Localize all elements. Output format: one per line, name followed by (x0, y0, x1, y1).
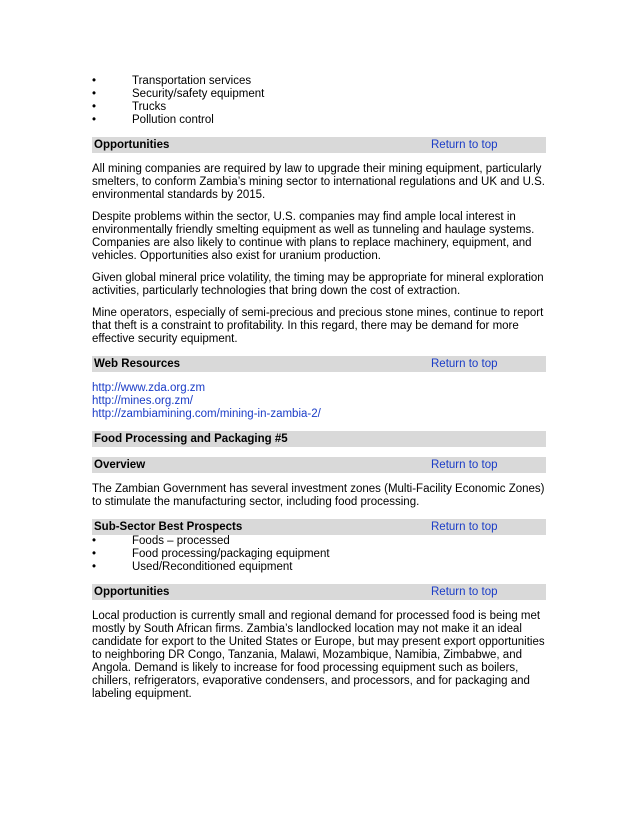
food-prospects-list (92, 535, 546, 574)
list-item: • Used/Reconditioned equipment (92, 561, 293, 573)
return-to-top-link[interactable]: Return to top (431, 459, 498, 471)
web-resources-header (92, 356, 546, 372)
return-to-top-link[interactable]: Return to top (431, 521, 498, 533)
subsector-header (92, 519, 546, 535)
paragraph: Mine operators, especially of semi-precious and precious stone mines, continue to report that theft is a constraint to profitability. In this regard, there may be demand for more effective security equipment. (92, 307, 544, 345)
mining-opportunities-header (92, 137, 546, 153)
bullet: • (92, 561, 97, 573)
section-heading: Overview (94, 459, 146, 471)
mines-link[interactable]: http://mines.org.zm/ (92, 395, 193, 407)
list-item: • Transportation services (92, 75, 252, 87)
section-heading: Web Resources (94, 358, 181, 370)
bullet: • (92, 88, 97, 100)
bullet: • (92, 114, 97, 126)
section-heading: Opportunities (94, 586, 170, 598)
list-item: • Security/safety equipment (92, 88, 265, 100)
bullet: • (92, 101, 97, 113)
return-to-top-link[interactable]: Return to top (431, 139, 498, 151)
section-title: Food Processing and Packaging #5 (94, 433, 288, 445)
list-item: • Food processing/packaging equipment (92, 548, 330, 560)
overview-header (92, 457, 546, 473)
section-heading: Opportunities (94, 139, 170, 151)
list-item: • Pollution control (92, 114, 214, 126)
food-opportunities-header (92, 584, 546, 600)
bullet: • (92, 75, 97, 87)
document-content (92, 75, 546, 701)
return-to-top-link[interactable]: Return to top (431, 358, 498, 370)
web-resources-links (92, 382, 546, 421)
paragraph: The Zambian Government has several investment zones (Multi-Facility Economic Zones) to stimulate the manufacturing sector, including food processing. (92, 483, 545, 508)
food-processing-section-title (92, 431, 546, 447)
section-heading: Sub-Sector Best Prospects (94, 521, 243, 533)
mining-prospects-list (92, 75, 546, 127)
zambiamining-link[interactable]: http://zambiamining.com/mining-in-zambia-2/ (92, 408, 321, 420)
list-item: • Foods – processed (92, 535, 230, 547)
paragraph: Despite problems within the sector, U.S. companies may find ample local interest in environmentally friendly smelting equipment as well as tunneling and haulage systems. Companies are also likely to continue with plans to replace machinery, equipment, and vehicles. Opportunities also exist for uranium production. (92, 211, 535, 262)
zda-link[interactable]: http://www.zda.org.zm (92, 382, 206, 394)
bullet: • (92, 535, 97, 547)
bullet: • (92, 548, 97, 560)
list-item: • Trucks (92, 101, 167, 113)
paragraph: Local production is currently small and regional demand for processed food is being met mostly by South African firms. Zambia’s landlocked location may not make it an ideal candidate for export to the United States or Europe, but may present export opportunities to neighboring DR Congo, Tanzania, Malawi, Mozambique, Namibia, Zimbabwe, and Angola. Demand is likely to increase for food processing equipment such as boilers, chillers, refrigerators, evaporative condensers, and processors, and for packaging and labeling equipment. (92, 610, 545, 700)
paragraph: Given global mineral price volatility, the timing may be appropriate for mineral exploration activities, particularly technologies that bring down the cost of extraction. (92, 272, 544, 297)
paragraph: All mining companies are required by law to upgrade their mining equipment, particularly smelters, to conform Zambia’s mining sector to international regulations and UK and U.S. environmental standards by 2015. (92, 163, 545, 201)
return-to-top-link[interactable]: Return to top (431, 586, 498, 598)
